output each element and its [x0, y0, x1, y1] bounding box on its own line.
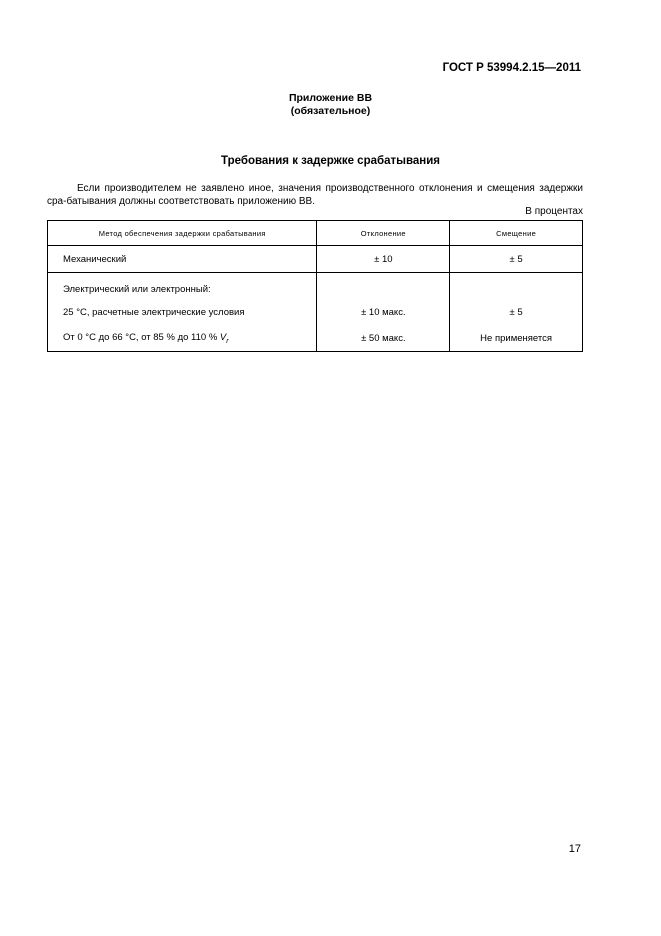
- annex-heading: [0, 92, 661, 118]
- header-deviation: Отклонение: [317, 221, 450, 246]
- cell-deviation: ± 10 макс.: [317, 299, 450, 325]
- standard-number: ГОСТ Р 53994.2.15—2011: [442, 62, 581, 74]
- cell-method-text: От 0 °С до 66 °С, от 85 % до 110 %: [63, 331, 218, 343]
- body-paragraph: Если производителем не заявлено иное, значения производственного отклонения и смещения задержки сра-батывания должны соответствовать приложению ВВ.: [47, 183, 583, 207]
- cell-method: [48, 325, 317, 352]
- table-row: [48, 246, 583, 273]
- cell-method: Электрический или электронный:: [48, 273, 317, 300]
- table-header-row: [48, 221, 583, 246]
- table-row: [48, 299, 583, 325]
- table-row: [48, 325, 583, 352]
- cell-method: 25 °С, расчетные электрические условия: [48, 299, 317, 325]
- table-row: [48, 273, 583, 300]
- cell-deviation: ± 10: [317, 246, 450, 273]
- page-number: 17: [568, 843, 581, 855]
- unit-label: В процентах: [525, 206, 583, 217]
- cell-deviation: [317, 273, 450, 300]
- voltage-subscript: r: [226, 337, 229, 345]
- annex-status: (обязательное): [290, 105, 371, 117]
- cell-offset: ± 5: [450, 299, 583, 325]
- requirements-table: [47, 220, 583, 352]
- header-offset: Смещение: [450, 221, 583, 246]
- cell-method: Механический: [48, 246, 317, 273]
- header-method: Метод обеспечения задержки срабатывания: [48, 221, 317, 246]
- annex-title: Приложение ВВ: [288, 92, 373, 104]
- voltage-symbol: V: [219, 331, 227, 343]
- cell-offset: [450, 273, 583, 300]
- cell-offset: ± 5: [450, 246, 583, 273]
- cell-offset: Не применяется: [450, 325, 583, 352]
- cell-deviation: ± 50 макс.: [317, 325, 450, 352]
- section-title: Требования к задержке срабатывания: [220, 155, 440, 167]
